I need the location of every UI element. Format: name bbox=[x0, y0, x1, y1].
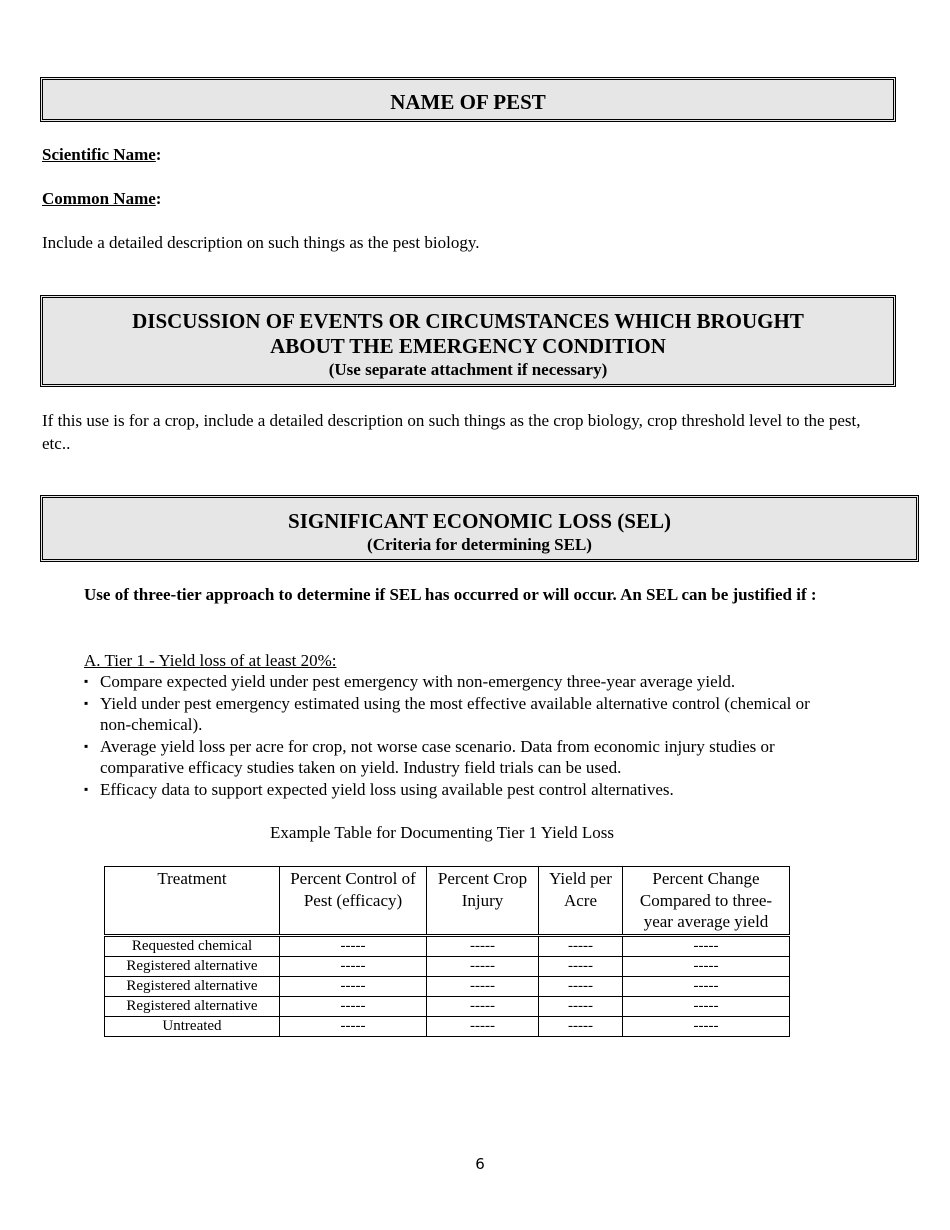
table-cell: ----- bbox=[539, 1016, 623, 1036]
table-row bbox=[105, 976, 790, 996]
tier1-bullet-list bbox=[84, 671, 824, 800]
sel-title: SIGNIFICANT ECONOMIC LOSS (SEL) bbox=[288, 509, 671, 533]
table-cell: ----- bbox=[623, 956, 790, 976]
table-cell: ----- bbox=[280, 996, 427, 1016]
table-row bbox=[105, 996, 790, 1016]
column-header-crop-injury: Percent Crop Injury bbox=[427, 867, 539, 936]
sel-header bbox=[40, 495, 919, 562]
sel-subtitle: (Criteria for determining SEL) bbox=[367, 535, 592, 554]
table-cell: ----- bbox=[427, 1016, 539, 1036]
discussion-header bbox=[40, 295, 896, 387]
table-cell: Requested chemical bbox=[105, 935, 280, 956]
table-cell: ----- bbox=[427, 996, 539, 1016]
bullet-icon: ▪ bbox=[84, 674, 89, 688]
table-cell: ----- bbox=[623, 976, 790, 996]
table-cell: ----- bbox=[280, 1016, 427, 1036]
column-header-percent-control: Percent Control of Pest (efficacy) bbox=[280, 867, 427, 936]
tier1-bullet-text: Yield under pest emergency estimated using the most effective available alternative control (chemical or non-chemical). bbox=[100, 693, 810, 734]
bullet-icon: ▪ bbox=[84, 781, 89, 796]
table-row bbox=[105, 956, 790, 976]
tier1-bullet-text: Compare expected yield under pest emergency with non-emergency three-year average yield. bbox=[100, 672, 736, 691]
table-cell: Registered alternative bbox=[105, 996, 280, 1016]
pest-name-title: NAME OF PEST bbox=[390, 90, 546, 114]
discussion-title-line1: DISCUSSION OF EVENTS OR CIRCUMSTANCES WHICH BROUGHT bbox=[132, 309, 804, 333]
yield-loss-table bbox=[104, 866, 790, 1037]
discussion-note: (Use separate attachment if necessary) bbox=[328, 360, 608, 379]
table-cell: ----- bbox=[427, 935, 539, 956]
tier1-bullet-text: Average yield loss per acre for crop, not worse case scenario. Data from economic injury studies or comparative efficacy studies taken on yield. Industry field trials can be used. bbox=[100, 736, 775, 777]
table-cell: Registered alternative bbox=[105, 956, 280, 976]
tier1-bullet bbox=[84, 736, 824, 779]
column-header-treatment: Treatment bbox=[105, 867, 280, 936]
table-cell: ----- bbox=[539, 956, 623, 976]
common-name-colon: : bbox=[155, 189, 162, 208]
table-cell: ----- bbox=[280, 956, 427, 976]
pest-description: Include a detailed description on such things as the pest biology. bbox=[42, 233, 480, 252]
tier1-bullet bbox=[84, 671, 824, 693]
crop-description: If this use is for a crop, include a detailed description on such things as the crop biology, crop threshold level to the pest, etc.. bbox=[42, 411, 861, 453]
page-number: 6 bbox=[475, 1155, 485, 1173]
scientific-name-label: Scientific Name bbox=[42, 145, 156, 164]
pest-name-header bbox=[40, 77, 896, 122]
table-row bbox=[105, 1016, 790, 1036]
table-cell: Untreated bbox=[105, 1016, 280, 1036]
table-cell: ----- bbox=[427, 956, 539, 976]
discussion-title-line2: ABOUT THE EMERGENCY CONDITION bbox=[270, 334, 666, 358]
table-cell: ----- bbox=[280, 935, 427, 956]
bullet-icon: ▪ bbox=[84, 738, 89, 753]
common-name-field bbox=[42, 189, 161, 209]
table-caption: Example Table for Documenting Tier 1 Yield Loss bbox=[270, 823, 614, 842]
scientific-name-field bbox=[42, 145, 161, 165]
tier1-bullet bbox=[84, 693, 824, 736]
table-cell: ----- bbox=[539, 976, 623, 996]
tier1-bullet bbox=[84, 779, 824, 801]
table-cell: Registered alternative bbox=[105, 976, 280, 996]
scientific-name-colon: : bbox=[155, 145, 162, 164]
table-cell: ----- bbox=[280, 976, 427, 996]
table-cell: ----- bbox=[427, 976, 539, 996]
tier1-heading: A. Tier 1 - Yield loss of at least 20%: bbox=[84, 651, 337, 670]
table-cell: ----- bbox=[539, 935, 623, 956]
table-cell: ----- bbox=[623, 996, 790, 1016]
table-cell: ----- bbox=[539, 996, 623, 1016]
table-cell: ----- bbox=[623, 935, 790, 956]
common-name-label: Common Name bbox=[42, 189, 156, 208]
column-header-percent-change: Percent Change Compared to three-year average yield bbox=[623, 867, 790, 936]
table-header-row bbox=[105, 867, 790, 936]
table-row bbox=[105, 935, 790, 956]
sel-intro: Use of three-tier approach to determine if SEL has occurred or will occur. An SEL can be justified if : bbox=[84, 585, 817, 604]
tier1-bullet-text: Efficacy data to support expected yield loss using available pest control alternatives. bbox=[100, 779, 674, 799]
table-cell: ----- bbox=[623, 1016, 790, 1036]
bullet-icon: ▪ bbox=[84, 695, 89, 710]
column-header-yield-per-acre: Yield per Acre bbox=[539, 867, 623, 936]
